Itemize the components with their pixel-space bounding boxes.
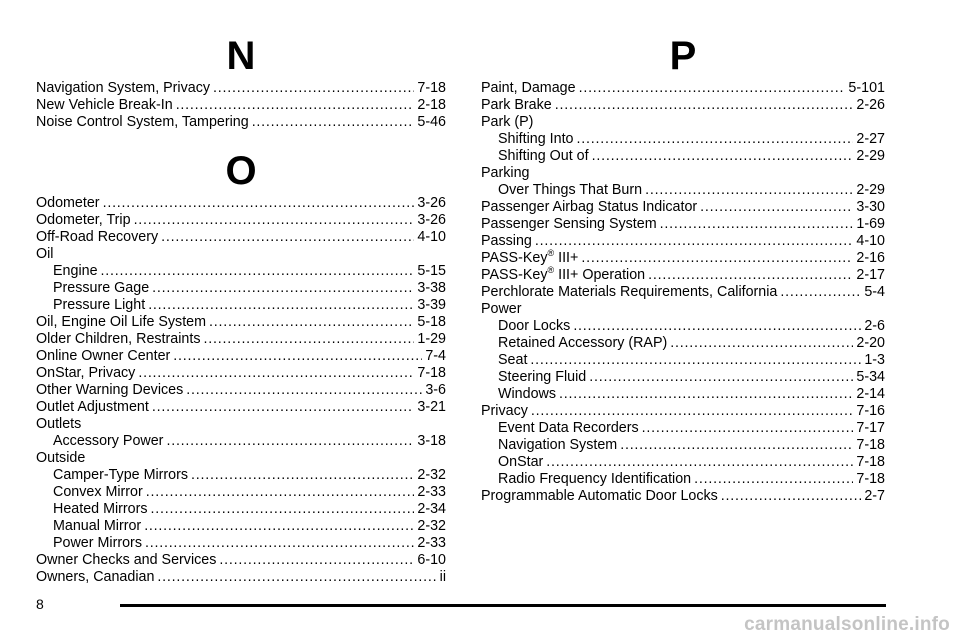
dot-leader	[148, 297, 414, 314]
entry-label-text: Navigation System, Privacy	[36, 80, 211, 96]
index-heading: Park (P)	[481, 114, 534, 130]
entry-label-text: OnStar	[498, 454, 544, 470]
index-entry	[481, 488, 885, 505]
entry-label-text: Retained Accessory (RAP)	[498, 335, 668, 351]
dot-leader	[535, 233, 854, 250]
entry-label	[498, 182, 642, 199]
dot-leader	[252, 114, 415, 131]
entry-page-ref: 5-101	[848, 80, 885, 96]
entry-label	[53, 433, 163, 450]
entry-page-ref: 2-20	[856, 335, 885, 351]
entry-label	[481, 233, 532, 250]
entry-label-text: Off-Road Recovery	[36, 229, 159, 245]
entry-page-ref: 1-69	[856, 216, 885, 232]
index-subentry	[481, 182, 885, 199]
entry-page-ref: 3-26	[417, 195, 446, 211]
entry-label	[53, 484, 143, 501]
index-entry	[481, 199, 885, 216]
dot-leader	[579, 80, 846, 97]
index-entry	[481, 267, 885, 284]
entry-label	[481, 199, 697, 216]
index-subentry	[36, 297, 446, 314]
entry-label-text: PASS-Key	[481, 267, 548, 283]
entry-label-text: Noise Control System, Tampering	[36, 114, 249, 130]
entry-page-ref: 2-7	[864, 488, 885, 504]
entry-page-ref: 2-33	[417, 535, 446, 551]
index-subentry	[36, 433, 446, 450]
index-subentry	[36, 501, 446, 518]
dot-leader	[166, 433, 414, 450]
index-entry	[481, 250, 885, 267]
entry-label-text: Shifting Out of	[498, 148, 589, 164]
entry-label	[498, 131, 574, 148]
entry-page-ref: 2-33	[417, 484, 446, 500]
entry-label	[53, 535, 142, 552]
entry-label-text: Manual Mirror	[53, 518, 142, 534]
registered-mark: ®	[547, 265, 555, 276]
entry-page-ref: 3-38	[417, 280, 446, 296]
entry-label	[498, 352, 527, 369]
entry-label	[36, 97, 173, 114]
entry-label-text: Oil, Engine Oil Life System	[36, 314, 207, 330]
entry-page-ref: 2-14	[856, 386, 885, 402]
entry-page-ref: 7-17	[856, 420, 885, 436]
dot-leader	[173, 348, 422, 365]
entry-label	[53, 263, 98, 280]
entry-label	[36, 314, 206, 331]
entry-page-ref: 3-26	[417, 212, 446, 228]
entry-page-ref: 6-10	[417, 552, 446, 568]
dot-leader	[531, 403, 854, 420]
entry-label-text: Navigation System	[498, 437, 618, 453]
index-entry	[36, 229, 446, 246]
dot-leader	[146, 484, 415, 501]
entry-label	[498, 335, 667, 352]
entry-page-ref: 1-29	[417, 331, 446, 347]
dot-leader	[559, 386, 853, 403]
dot-leader	[186, 382, 422, 399]
dot-leader	[157, 569, 436, 586]
dot-leader	[589, 369, 853, 386]
entry-label-text: Door Locks	[498, 318, 571, 334]
entry-label	[498, 420, 639, 437]
entry-page-ref: 2-17	[856, 267, 885, 283]
entry-label	[498, 369, 586, 386]
index-heading: Outside	[36, 450, 86, 466]
index-entry	[36, 114, 446, 131]
index-subentry	[481, 352, 885, 369]
entry-label-text: Passenger Sensing System	[481, 216, 657, 232]
dot-leader	[670, 335, 853, 352]
entry-label-text: Power Mirrors	[53, 535, 142, 551]
index-subentry	[481, 335, 885, 352]
dot-leader	[213, 80, 414, 97]
index-entry	[36, 399, 446, 416]
entry-label	[53, 280, 149, 297]
dot-leader	[581, 250, 853, 267]
entry-label	[481, 284, 777, 301]
entry-page-ref: 2-26	[856, 97, 885, 113]
dot-leader	[176, 97, 415, 114]
entry-page-ref: 2-29	[856, 148, 885, 164]
entry-label	[481, 97, 552, 114]
entry-page-ref: 7-18	[856, 454, 885, 470]
index-entry	[481, 97, 885, 114]
entry-label-text: Perchlorate Materials Requirements, California	[481, 284, 778, 300]
dot-leader	[134, 212, 415, 229]
entry-label	[498, 148, 589, 165]
entry-page-ref: 3-30	[856, 199, 885, 215]
dot-leader	[152, 399, 415, 416]
entry-page-ref: 5-34	[856, 369, 885, 385]
entry-label	[36, 80, 210, 97]
entry-page-ref: 7-18	[856, 437, 885, 453]
entry-label-text: Paint, Damage	[481, 80, 576, 96]
index-subentry	[481, 318, 885, 335]
entry-page-ref: 4-10	[417, 229, 446, 245]
entry-label-text: Engine	[53, 263, 98, 279]
entry-label-text: Convex Mirror	[53, 484, 143, 500]
entry-label-suffix: III+	[554, 250, 579, 266]
section-o-entries	[36, 195, 446, 586]
entry-label-text: Odometer	[36, 195, 100, 211]
entry-label-text: Owner Checks and Services	[36, 552, 217, 568]
entry-label	[481, 267, 645, 284]
entry-page-ref: 2-27	[856, 131, 885, 147]
index-subentry	[36, 280, 446, 297]
index-entry	[36, 331, 446, 348]
entry-page-ref: 3-6	[425, 382, 446, 398]
index-heading: Parking	[481, 165, 530, 181]
index-subentry	[481, 437, 885, 454]
entry-label	[36, 365, 135, 382]
entry-label-suffix: III+ Operation	[554, 267, 646, 283]
entry-page-ref: 2-29	[856, 182, 885, 198]
index-entry	[36, 382, 446, 399]
entry-label	[481, 80, 576, 97]
entry-label-text: New Vehicle Break-In	[36, 97, 173, 113]
index-subentry	[481, 369, 885, 386]
entry-label-text: Pressure Light	[53, 297, 146, 313]
index-entry	[36, 212, 446, 229]
index-column-right	[481, 34, 885, 505]
entry-page-ref: 2-18	[417, 97, 446, 113]
entry-page-ref: 2-16	[856, 250, 885, 266]
index-subentry	[36, 263, 446, 280]
entry-label	[481, 488, 718, 505]
index-subentry	[481, 131, 885, 148]
entry-label-text: Seat	[498, 352, 528, 368]
entry-label	[53, 518, 141, 535]
index-subentry	[36, 535, 446, 552]
entry-label	[36, 212, 131, 229]
entry-label	[481, 250, 578, 267]
index-entry	[481, 403, 885, 420]
entry-page-ref: 7-18	[417, 365, 446, 381]
entry-label	[481, 403, 528, 420]
entry-label-text: Radio Frequency Identification	[498, 471, 692, 487]
entry-page-ref: 5-15	[417, 263, 446, 279]
entry-label-text: Steering Fluid	[498, 369, 587, 385]
entry-label	[498, 471, 691, 488]
page-number: 8	[36, 596, 44, 612]
entry-page-ref: 7-18	[856, 471, 885, 487]
entry-label	[498, 454, 543, 471]
registered-mark: ®	[547, 248, 555, 259]
entry-page-ref: 2-32	[417, 518, 446, 534]
section-p-entries	[481, 80, 885, 505]
entry-label-text: Heated Mirrors	[53, 501, 148, 517]
dot-leader	[620, 437, 853, 454]
index-subentry	[36, 467, 446, 484]
dot-leader	[191, 467, 414, 484]
entry-label	[36, 382, 183, 399]
index-heading: Outlets	[36, 416, 82, 432]
index-subentry	[481, 386, 885, 403]
entry-label	[498, 437, 617, 454]
footer-rule	[120, 604, 886, 607]
index-subentry	[481, 454, 885, 471]
dot-leader	[694, 471, 853, 488]
dot-leader	[546, 454, 853, 471]
entry-page-ref: 3-18	[417, 433, 446, 449]
index-entry	[36, 569, 446, 586]
entry-label	[36, 569, 154, 586]
entry-page-ref: 5-4	[864, 284, 885, 300]
index-heading: Oil	[36, 246, 54, 262]
dot-leader	[144, 518, 414, 535]
entry-label-text: OnStar, Privacy	[36, 365, 136, 381]
watermark: carmanualsonline.info	[744, 614, 950, 635]
entry-label-text: Other Warning Devices	[36, 382, 184, 398]
index-entry	[36, 80, 446, 97]
index-column-left	[36, 34, 446, 586]
entry-label-text: Odometer, Trip	[36, 212, 131, 228]
index-entry	[36, 195, 446, 212]
index-entry	[36, 314, 446, 331]
dot-leader	[780, 284, 861, 301]
entry-label-text: Over Things That Burn	[498, 182, 643, 198]
dot-leader	[721, 488, 862, 505]
entry-label	[36, 399, 149, 416]
entry-label	[36, 195, 100, 212]
entry-label-text: Event Data Recorders	[498, 420, 639, 436]
entry-page-ref: 7-4	[425, 348, 446, 364]
entry-label-text: Owners, Canadian	[36, 569, 155, 585]
index-entry	[36, 552, 446, 569]
entry-label	[53, 297, 145, 314]
section-n-entries	[36, 80, 446, 131]
dot-leader	[101, 263, 415, 280]
entry-label	[36, 331, 200, 348]
section-letter-p: P	[669, 34, 697, 78]
dot-leader	[530, 352, 861, 369]
entry-label-text: Passing	[481, 233, 532, 249]
entry-page-ref: 5-18	[417, 314, 446, 330]
entry-label	[36, 552, 216, 569]
index-heading: Power	[481, 301, 522, 317]
index-subentry	[36, 484, 446, 501]
entry-label	[498, 386, 556, 403]
dot-leader	[645, 182, 853, 199]
entry-page-ref: 2-34	[417, 501, 446, 517]
index-subentry	[481, 471, 885, 488]
entry-label-text: Programmable Automatic Door Locks	[481, 488, 718, 504]
index-entry	[481, 80, 885, 97]
entry-label	[36, 229, 158, 246]
entry-label-text: Camper-Type Mirrors	[53, 467, 189, 483]
dot-leader	[161, 229, 414, 246]
dot-leader	[145, 535, 414, 552]
entry-label	[498, 318, 570, 335]
entry-page-ref: 4-10	[856, 233, 885, 249]
dot-leader	[700, 199, 853, 216]
dot-leader	[642, 420, 854, 437]
index-entry	[36, 97, 446, 114]
dot-leader	[592, 148, 854, 165]
dot-leader	[209, 314, 414, 331]
entry-label	[53, 501, 148, 518]
index-entry	[481, 216, 885, 233]
entry-label-text: Windows	[498, 386, 556, 402]
dot-leader	[151, 501, 415, 518]
entry-page-ref: 2-6	[864, 318, 885, 334]
entry-label-text: Older Children, Restraints	[36, 331, 201, 347]
index-entry	[36, 365, 446, 382]
entry-label	[36, 114, 249, 131]
index-entry	[36, 348, 446, 365]
index-subentry	[481, 420, 885, 437]
entry-label	[481, 216, 657, 233]
entry-label-text: PASS-Key	[481, 250, 548, 266]
index-subentry	[36, 518, 446, 535]
entry-label	[53, 467, 188, 484]
dot-leader	[555, 97, 854, 114]
dot-leader	[577, 131, 854, 148]
entry-label-text: Passenger Airbag Status Indicator	[481, 199, 698, 215]
entry-label-text: Outlet Adjustment	[36, 399, 149, 415]
entry-page-ref: 2-32	[417, 467, 446, 483]
dot-leader	[152, 280, 414, 297]
section-letter-o: O	[225, 149, 257, 193]
dot-leader	[573, 318, 861, 335]
entry-label-text: Shifting Into	[498, 131, 574, 147]
index-entry	[481, 233, 885, 250]
entry-label-text: Accessory Power	[53, 433, 164, 449]
entry-label-text: Privacy	[481, 403, 528, 419]
entry-page-ref: ii	[439, 569, 446, 585]
dot-leader	[103, 195, 415, 212]
dot-leader	[203, 331, 414, 348]
dot-leader	[138, 365, 414, 382]
entry-page-ref: 7-16	[856, 403, 885, 419]
entry-page-ref: 5-46	[417, 114, 446, 130]
dot-leader	[660, 216, 854, 233]
entry-label-text: Online Owner Center	[36, 348, 171, 364]
index-subentry	[481, 148, 885, 165]
entry-page-ref: 3-39	[417, 297, 446, 313]
section-letter-n: N	[226, 34, 256, 78]
entry-label-text: Pressure Gage	[53, 280, 150, 296]
dot-leader	[219, 552, 414, 569]
dot-leader	[648, 267, 853, 284]
entry-page-ref: 1-3	[864, 352, 885, 368]
entry-label	[36, 348, 170, 365]
entry-page-ref: 7-18	[417, 80, 446, 96]
entry-label-text: Park Brake	[481, 97, 552, 113]
entry-page-ref: 3-21	[417, 399, 446, 415]
index-entry	[481, 284, 885, 301]
